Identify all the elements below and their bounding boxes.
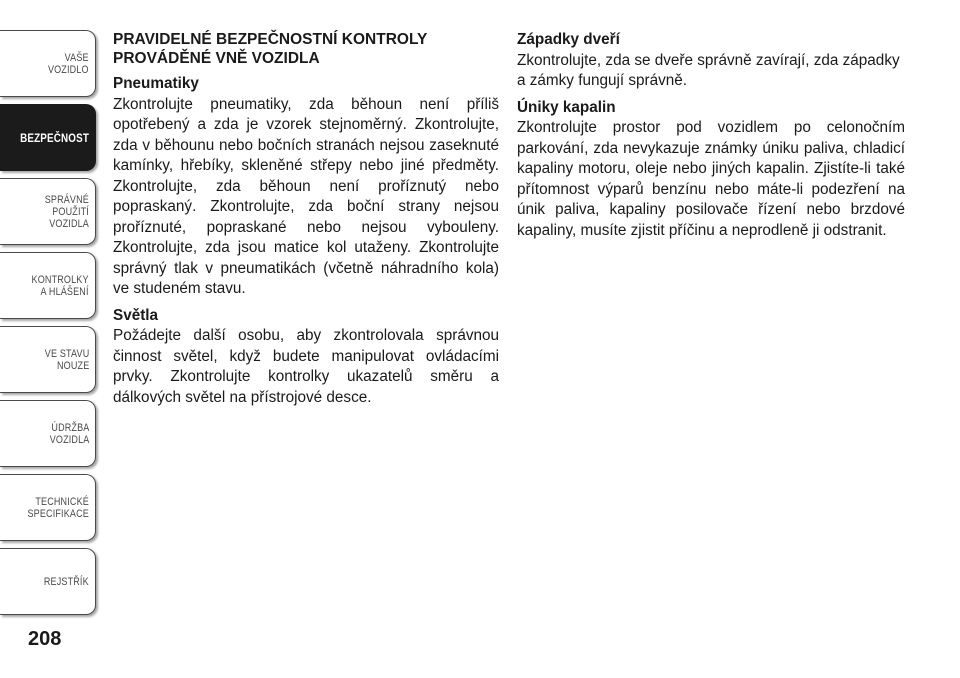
subheading-zapadky-dveri: Západky dveří (517, 31, 620, 48)
tab-udrzba-vozidla[interactable] (0, 400, 96, 467)
tab-label: VE STAVU NOUZE (44, 347, 89, 372)
left-column (113, 30, 499, 408)
subheading-pneumatiky: Pneumatiky (113, 75, 199, 92)
tab-vase-vozidlo[interactable] (0, 30, 96, 97)
paragraph-uniky-kapalin: Zkontrolujte prostor pod vozidlem po celonočním parkování, zda nevykazuje známky úniku paliva, chladicí kapaliny motoru, oleje nebo jiných kapalin. Zjistíte-li také přítomnost výparů benzínu nebo máte-li podezření na únik paliva, kapaliny posilovače řízení nebo brzdové kapaliny, musíte zjistit příčinu a neprodleně ji odstranit. (517, 119, 905, 239)
tab-label: TECHNICKÉ SPECIFIKACE (27, 495, 89, 520)
subheading-svetla: Světla (113, 306, 159, 324)
tab-bezpecnost[interactable] (0, 104, 96, 171)
paragraph-svetla: Požádejte další osobu, aby zkontrolovala správnou činnost světel, když budete manipulovat ovládacími prvky. Zkontrolujte kontrolky ukazatelů směru a dálkových světel na přístrojové desce. (113, 327, 499, 406)
tab-spravne-pouziti-vozidla[interactable] (0, 178, 96, 245)
chapter-tabs (0, 30, 100, 622)
section-heading: PRAVIDELNÉ BEZPEČNOSTNÍ KONTROLY PROVÁDĚNÉ VNĚ VOZIDLA (113, 31, 428, 67)
tab-label: KONTROLKY A HLÁŠENÍ (31, 273, 89, 298)
paragraph-pneumatiky: Zkontrolujte pneumatiky, zda běhoun není příliš opotřebený a zda je vzorek stejnoměrný. Zkontrolujte, zda v běhounu nebo bočních stranách nejsou zaseknuté kamínky, hřebíky, skleněné střepy nebo jiné předměty. Zkontrolujte, zda běhoun není proříznutý nebo popraskaný. Zkontrolujte, zda boční strany nejsou proříznuté, popraskané nebo nejsou vybouleny. Zkontrolujte, zda jsou matice kol utaženy. Zkontrolujte správný tlak v pneumatikách (včetně náhradního kola) ve studeném stavu. (113, 95, 499, 297)
tab-ve-stavu-nouze[interactable] (0, 326, 96, 393)
tab-label: REJSTŘÍK (44, 575, 89, 588)
tab-label: ÚDRŽBA VOZIDLA (49, 421, 89, 446)
subheading-uniky-kapalin: Úniky kapalin (517, 98, 616, 116)
tab-label: SPRÁVNÉ POUŽITÍ VOZIDLA (44, 193, 89, 230)
paragraph-zapadky-dveri: Zkontrolujte, zda se dveře správně zavírají, zda západky a zámky fungují správně. (517, 51, 900, 89)
tab-rejstrik[interactable] (0, 548, 96, 615)
page-number: 208 (28, 628, 62, 650)
tab-label: BEZPEČNOST (20, 130, 89, 145)
tab-label: VAŠE VOZIDLO (48, 51, 89, 76)
tab-technicke-specifikace[interactable] (0, 474, 96, 541)
right-column (517, 30, 905, 241)
tab-kontrolky-a-hlaseni[interactable] (0, 252, 96, 319)
